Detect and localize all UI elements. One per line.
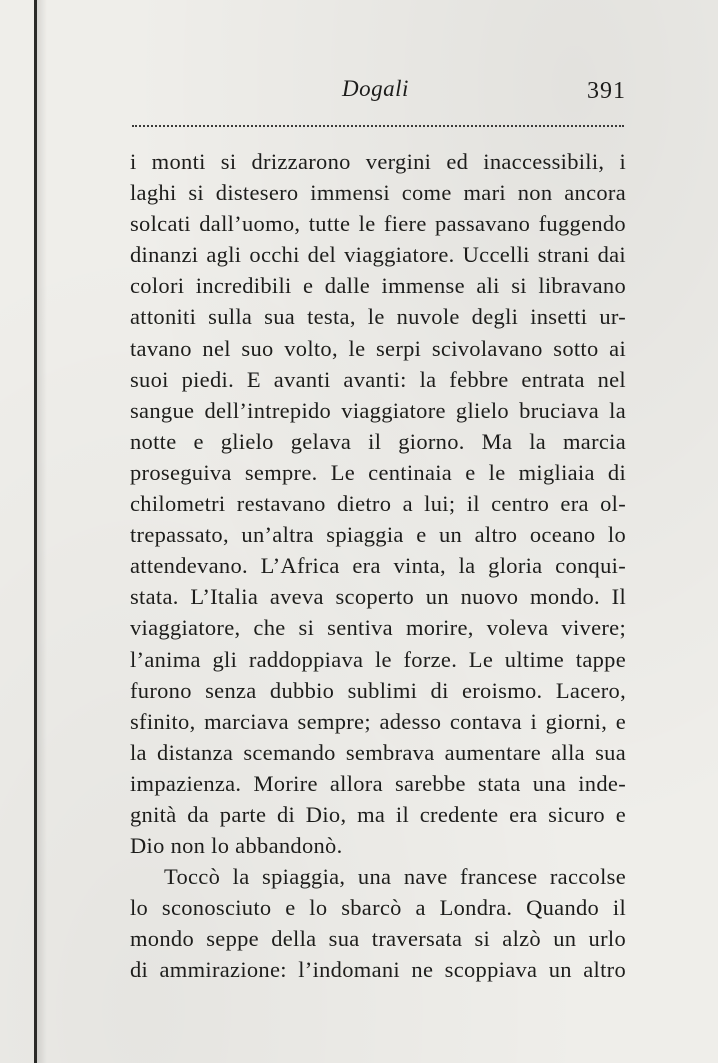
- running-head: [130, 74, 626, 110]
- text-line: i monti si drizzarono vergini ed inaccessibili, i: [130, 149, 626, 174]
- text-line: laghi si distesero immensi come mari non ancora: [130, 180, 626, 206]
- text-line: furono senza dubbio sublimi di eroismo. Lacero,: [130, 677, 626, 703]
- text-line: mondo seppe della sua traversata si alzò un urlo: [130, 926, 626, 952]
- text-line: trepassato, un’altra spiaggia e un altro oceano lo: [130, 522, 626, 548]
- text-line: sfinito, marciava sempre; adesso contava i giorni, e: [130, 708, 626, 734]
- text-line: Toccò la spiaggia, una nave francese raccolse: [164, 864, 626, 890]
- running-head-title: Dogali: [342, 76, 409, 101]
- text-line: tavano nel suo volto, le serpi scivolavano sotto ai: [130, 335, 626, 361]
- text-line: impazienza. Morire allora sarebbe stata una inde-: [130, 770, 626, 796]
- text-line: proseguiva sempre. Le centinaia e le migliaia di: [130, 459, 626, 485]
- text-line: dinanzi agli occhi del viaggiatore. Uccelli strani dai: [130, 242, 626, 268]
- text-line: colori incredibili e dalle immense ali si libravano: [130, 273, 626, 299]
- page-number: 391: [587, 78, 626, 104]
- spine-shadow: [37, 0, 47, 1063]
- text-line: notte e glielo gelava il giorno. Ma la marcia: [130, 428, 626, 454]
- text-line: di ammirazione: l’indomani ne scoppiava un altro: [130, 957, 626, 983]
- text-line: chilometri restavano dietro a lui; il centro era ol-: [130, 491, 626, 517]
- text-line: stata. L’Italia aveva scoperto un nuovo mondo. Il: [130, 584, 626, 610]
- text-line: solcati dall’uomo, tutte le fiere passavano fuggendo: [130, 211, 626, 237]
- header-dotted-rule: [132, 125, 624, 127]
- text-line: suoi piedi. E avanti avanti: la febbre entrata nel: [130, 366, 626, 392]
- text-line: sangue dell’intrepido viaggiatore glielo bruciava la: [130, 397, 626, 423]
- text-line: attendevano. L’Africa era vinta, la gloria conqui-: [130, 553, 626, 579]
- text-line: Dio non lo abbandonò.: [130, 833, 343, 859]
- paragraph-1: [130, 146, 626, 861]
- text-line: gnità da parte di Dio, ma il credente era sicuro e: [130, 801, 626, 827]
- text-line: l’anima gli raddoppiava le forze. Le ultime tappe: [130, 646, 626, 672]
- text-line: lo sconosciuto e lo sbarcò a Londra. Quando il: [130, 895, 626, 921]
- text-line: viaggiatore, che si sentiva morire, voleva vivere;: [130, 615, 626, 641]
- paragraph-2: [130, 861, 626, 985]
- body-text: [130, 146, 626, 986]
- text-line: la distanza scemando sembrava aumentare alla sua: [130, 739, 626, 765]
- text-line: attoniti sulla sua testa, le nuvole degli insetti ur-: [130, 304, 626, 330]
